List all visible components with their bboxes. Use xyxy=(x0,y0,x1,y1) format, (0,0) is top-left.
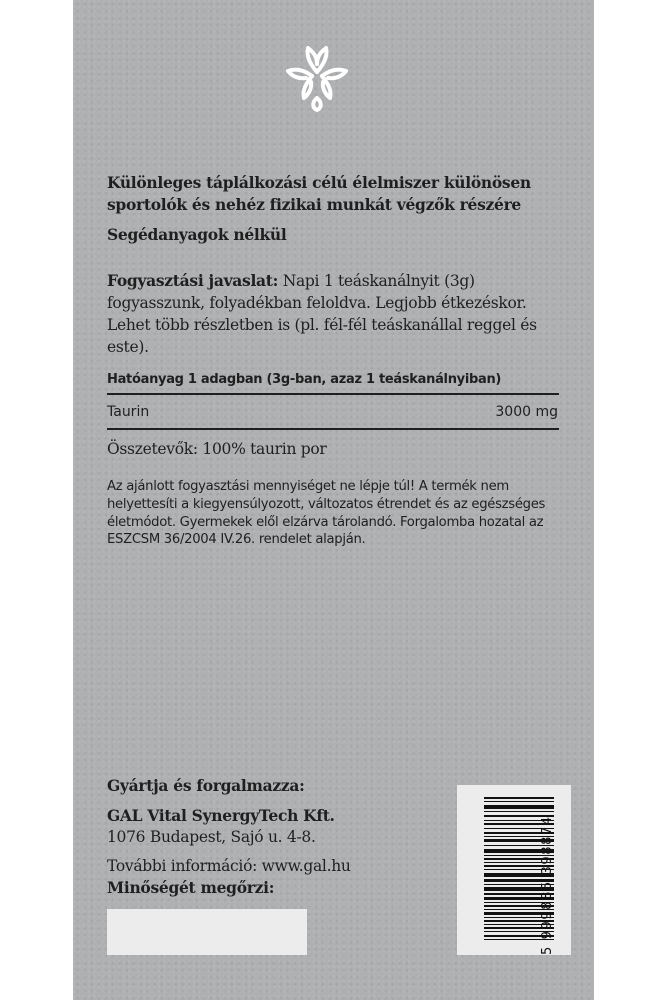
active-ingredient-name: Taurin xyxy=(107,404,150,420)
best-before-label: Minőségét megőrzi: xyxy=(107,878,275,897)
no-additives-note: Segédanyagok nélkül xyxy=(107,225,287,244)
manufacturer-title: Gyártja és forgalmazza: xyxy=(107,776,305,795)
active-ingredient-amount: 3000 mg xyxy=(495,404,558,420)
ingredients: Összetevők: 100% taurin por xyxy=(107,440,327,458)
table-divider-bottom xyxy=(107,428,559,430)
company-address: 1076 Budapest, Sajó u. 4-8. xyxy=(107,828,316,846)
company-name: GAL Vital SynergyTech Kft. xyxy=(107,806,335,825)
product-description: Különleges táplálkozási célú élelmiszer különösen sportolók és nehéz fizikai munkát végzők részére xyxy=(107,173,531,214)
usage-label: Fogyasztási javaslat: xyxy=(107,271,279,290)
usage-text: Napi 1 teáskanálnyit (3g) fogyasszunk, folyadékban feloldva. Legjobb étkezéskor. Lehet több részletben is (pl. fél-fél teáskanállal reggel és este). xyxy=(107,272,537,356)
active-ingredient-title: Hatóanyag 1 adagban (3g-ban, azaz 1 teáskanálnyiban) xyxy=(107,372,502,387)
barcode-number: 5 999885 398874 xyxy=(540,815,555,955)
more-info: További információ: www.gal.hu xyxy=(107,857,351,875)
best-before-date-box xyxy=(107,909,307,955)
table-divider-top xyxy=(107,393,559,395)
flower-icon xyxy=(282,42,352,112)
warning-text: Az ajánlott fogyasztási mennyiséget ne lépje túl! A termék nem helyettesíti a kiegyensúlyozott, változatos étrendet és az egészséges életmódot. Gyermekek elől elzárva tárolandó. Forgalomba hozatal az ESZCSM 36/2004 IV.26. rendelet alapján. xyxy=(107,479,546,548)
usage-recommendation xyxy=(107,270,567,358)
